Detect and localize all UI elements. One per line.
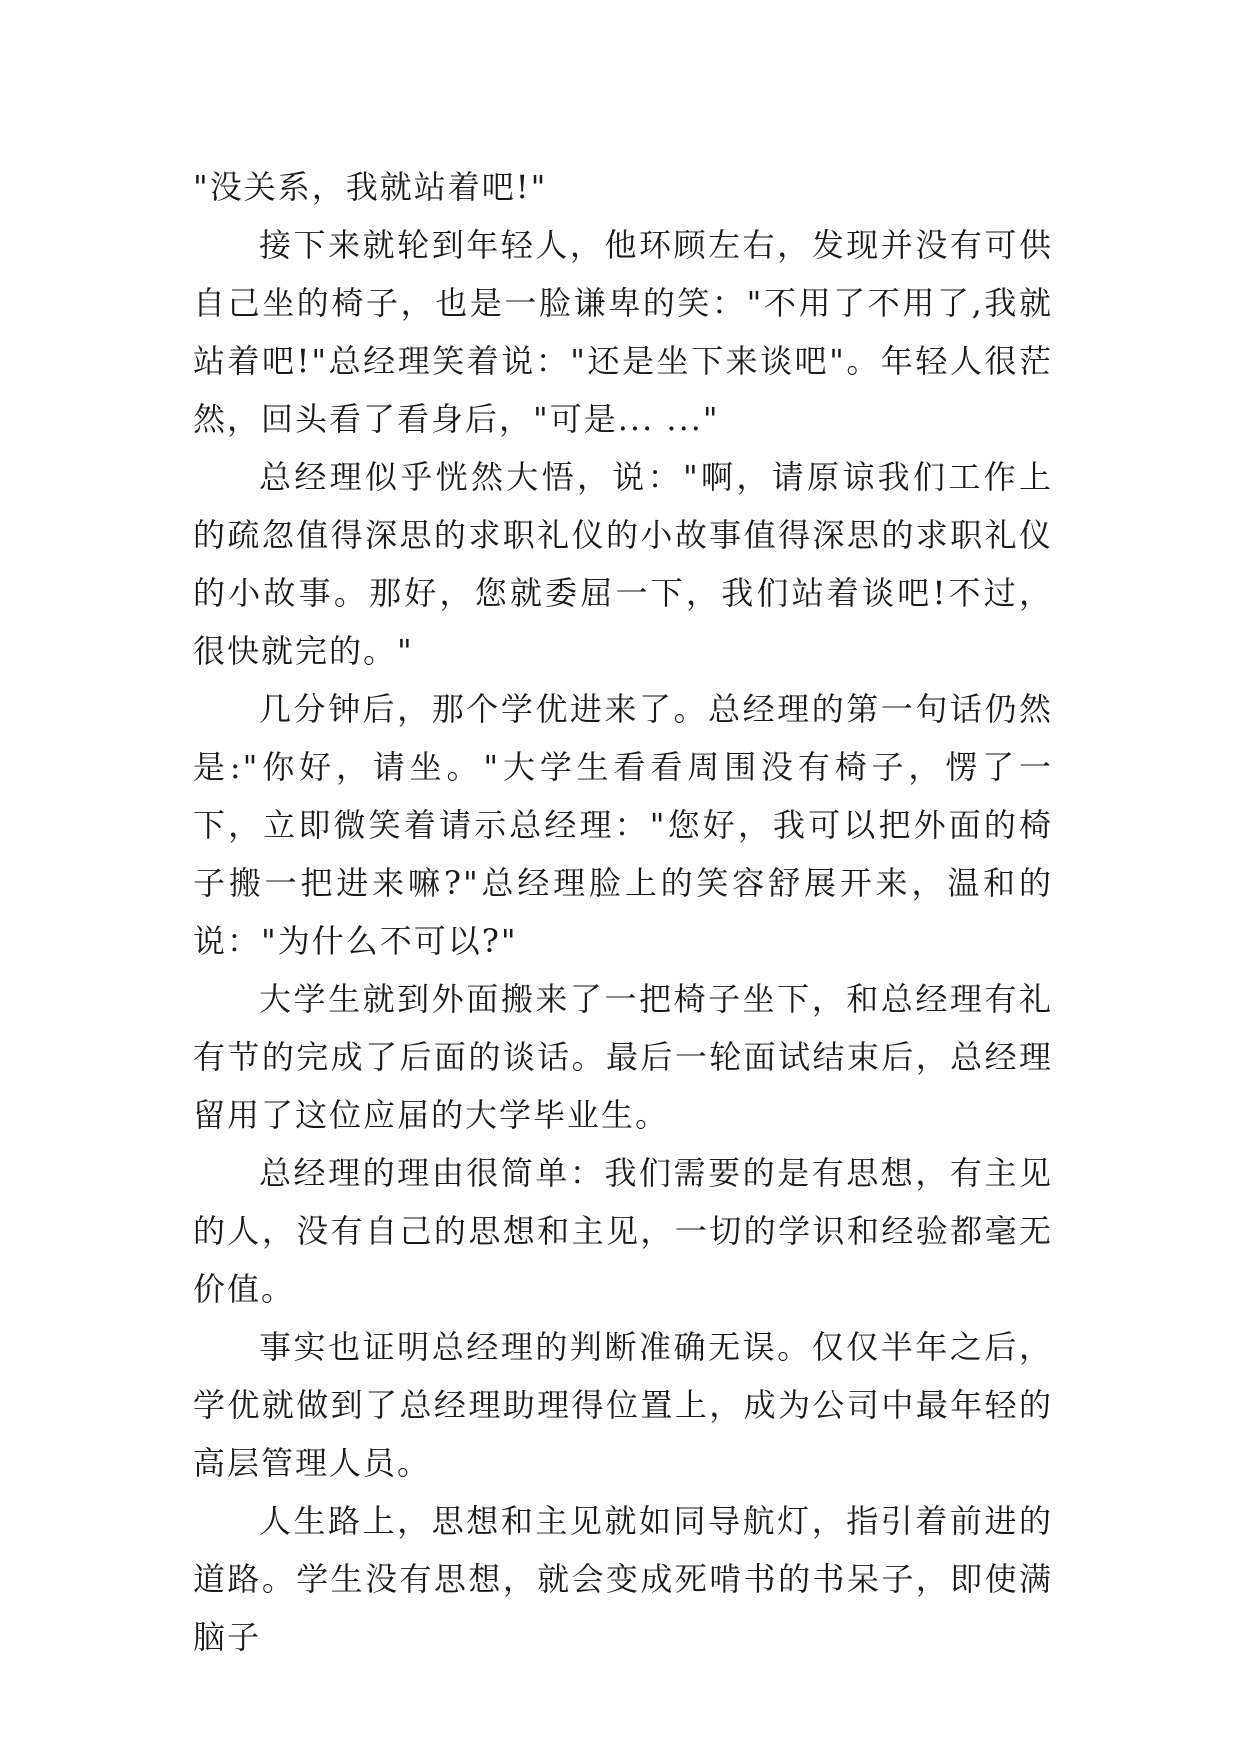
paragraph-6: 总经理的理由很简单：我们需要的是有思想，有主见的人，没有自己的思想和主见，一切的学识和经验都毫无价值。: [193, 1154, 1053, 1308]
paragraph-7: 事实也证明总经理的判断准确无误。仅仅半年之后，学优就做到了总经理助理得位置上，成为公司中最年轻的高层管理人员。: [193, 1328, 1053, 1482]
paragraph-2: 接下来就轮到年轻人，他环顾左右，发现并没有可供自己坐的椅子，也是一脸谦卑的笑："不用了不用了,我就站着吧!"总经理笑着说："还是坐下来谈吧"。年轻人很茫然，回头看了看身后，"可是... ...": [193, 226, 1053, 438]
paragraph-5: 大学生就到外面搬来了一把椅子坐下，和总经理有礼有节的完成了后面的谈话。最后一轮面试结束后，总经理留用了这位应届的大学毕业生。: [193, 980, 1053, 1134]
paragraph-1: "没关系，我就站着吧!": [193, 168, 548, 206]
paragraph-8: 人生路上，思想和主见就如同导航灯，指引着前进的道路。学生没有思想，就会变成死啃书的书呆子，即使满脑子: [193, 1502, 1053, 1656]
body-text: [193, 158, 1053, 1666]
paragraph-3: 总经理似乎恍然大悟，说："啊，请原谅我们工作上的疏忽值得深思的求职礼仪的小故事值得深思的求职礼仪的小故事。那好，您就委屈一下，我们站着谈吧!不过，很快就完的。": [193, 458, 1053, 670]
paragraph-4: 几分钟后，那个学优进来了。总经理的第一句话仍然是:"你好，请坐。"大学生看看周围没有椅子，愣了一下，立即微笑着请示总经理："您好，我可以把外面的椅子搬一把进来嘛?"总经理脸上的笑容舒展开来，温和的说："为什么不可以?": [193, 690, 1053, 960]
